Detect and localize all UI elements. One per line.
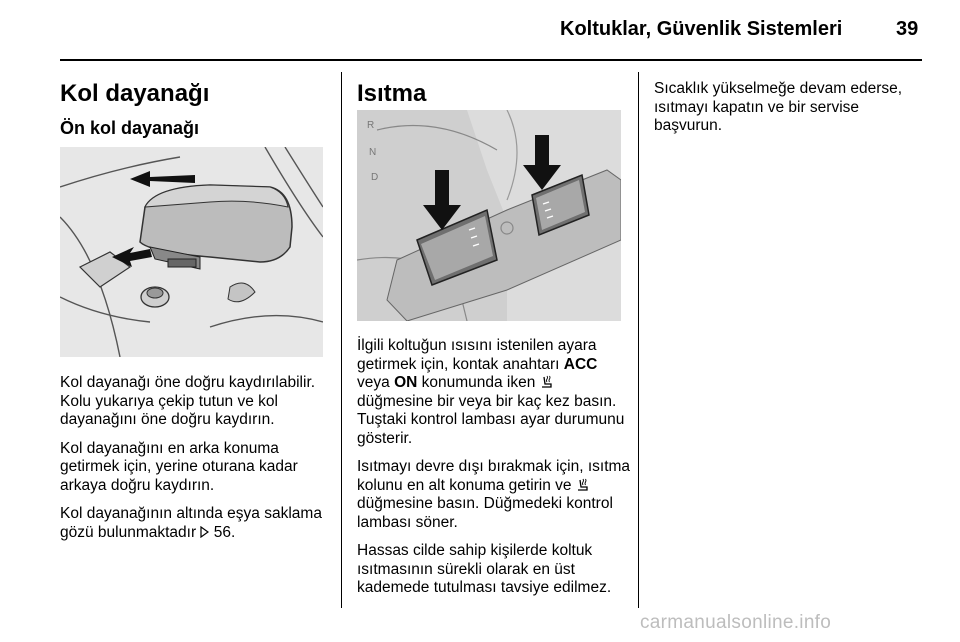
heating-p2-text-a: Isıtmayı devre dışı bırakmak için, ısıtma kolunu en alt konuma getirin ve: [357, 458, 631, 494]
armrest-paragraph-1: Kol dayanağı öne doğru kaydırılabilir. Kolu yukarıya çekip tutun ve kol dayanağını öne doğru kaydırın.: [60, 374, 316, 428]
page-number: 39: [896, 18, 919, 40]
middle-column-text: [357, 337, 632, 608]
subsection-heading-front-armrest: Ön kol dayanağı: [60, 118, 200, 138]
armrest-paragraph-2: Kol dayanağını en arka konuma getirmek için, yerine oturana kadar arkaya doğru kaydırın.: [60, 439, 298, 494]
section-heading-armrest: Kol dayanağı: [60, 80, 210, 107]
armrest-paragraph-3: [60, 505, 330, 542]
gear-label-r: R: [367, 120, 375, 131]
seat-heater-icon: [576, 478, 589, 492]
heating-paragraph-1: [357, 337, 632, 448]
on-label: ON: [394, 374, 418, 391]
page-reference-arrow-icon: [200, 526, 209, 538]
left-column-text: [60, 374, 330, 552]
heating-p1-text-b: veya: [357, 374, 390, 391]
heating-p1-text-d: düğmesine bir veya bir kaç kez basın. Tuştaki kontrol lambası ayar durumunu gösterir.: [357, 392, 625, 447]
heating-paragraph-3: Hassas cilde sahip kişilerde koltuk ısıtmasının sürekli olarak en üst kademede tutulması tavsiye edilmez.: [357, 542, 612, 596]
gear-label-d: D: [371, 172, 379, 183]
seat-heater-buttons-illustration: [357, 110, 621, 321]
heating-p1-text-c: konumunda iken: [421, 374, 536, 391]
armrest-p3-text: Kol dayanağının altında eşya saklama gözü bulunmaktadır: [60, 505, 322, 541]
heating-warning-paragraph: Sıcaklık yükselmeğe devam ederse, ısıtmayı kapatın ve bir servise başvurun.: [654, 80, 903, 134]
column-divider-right: [638, 72, 639, 608]
right-column-text: [654, 80, 924, 146]
seat-heater-icon: [540, 375, 553, 389]
header-rule: [60, 59, 922, 61]
heating-paragraph-2: [357, 458, 632, 532]
section-heading-heating: Isıtma: [357, 80, 427, 107]
armrest-page-ref: 56.: [213, 523, 236, 541]
gear-label-n: N: [369, 147, 377, 158]
heating-p2-text-b: düğmesine basın. Düğmedeki kontrol lambası söner.: [357, 495, 613, 531]
heating-p1-text-a: İlgili koltuğun ısısını istenilen ayara getirmek için, kontak anahtarı: [357, 337, 597, 373]
armrest-illustration: [60, 147, 323, 357]
page-header-title: Koltuklar, Güvenlik Sistemleri: [560, 18, 843, 40]
column-divider-left: [341, 72, 342, 608]
watermark: carmanualsonline.info: [640, 612, 832, 633]
acc-label: ACC: [563, 355, 598, 373]
